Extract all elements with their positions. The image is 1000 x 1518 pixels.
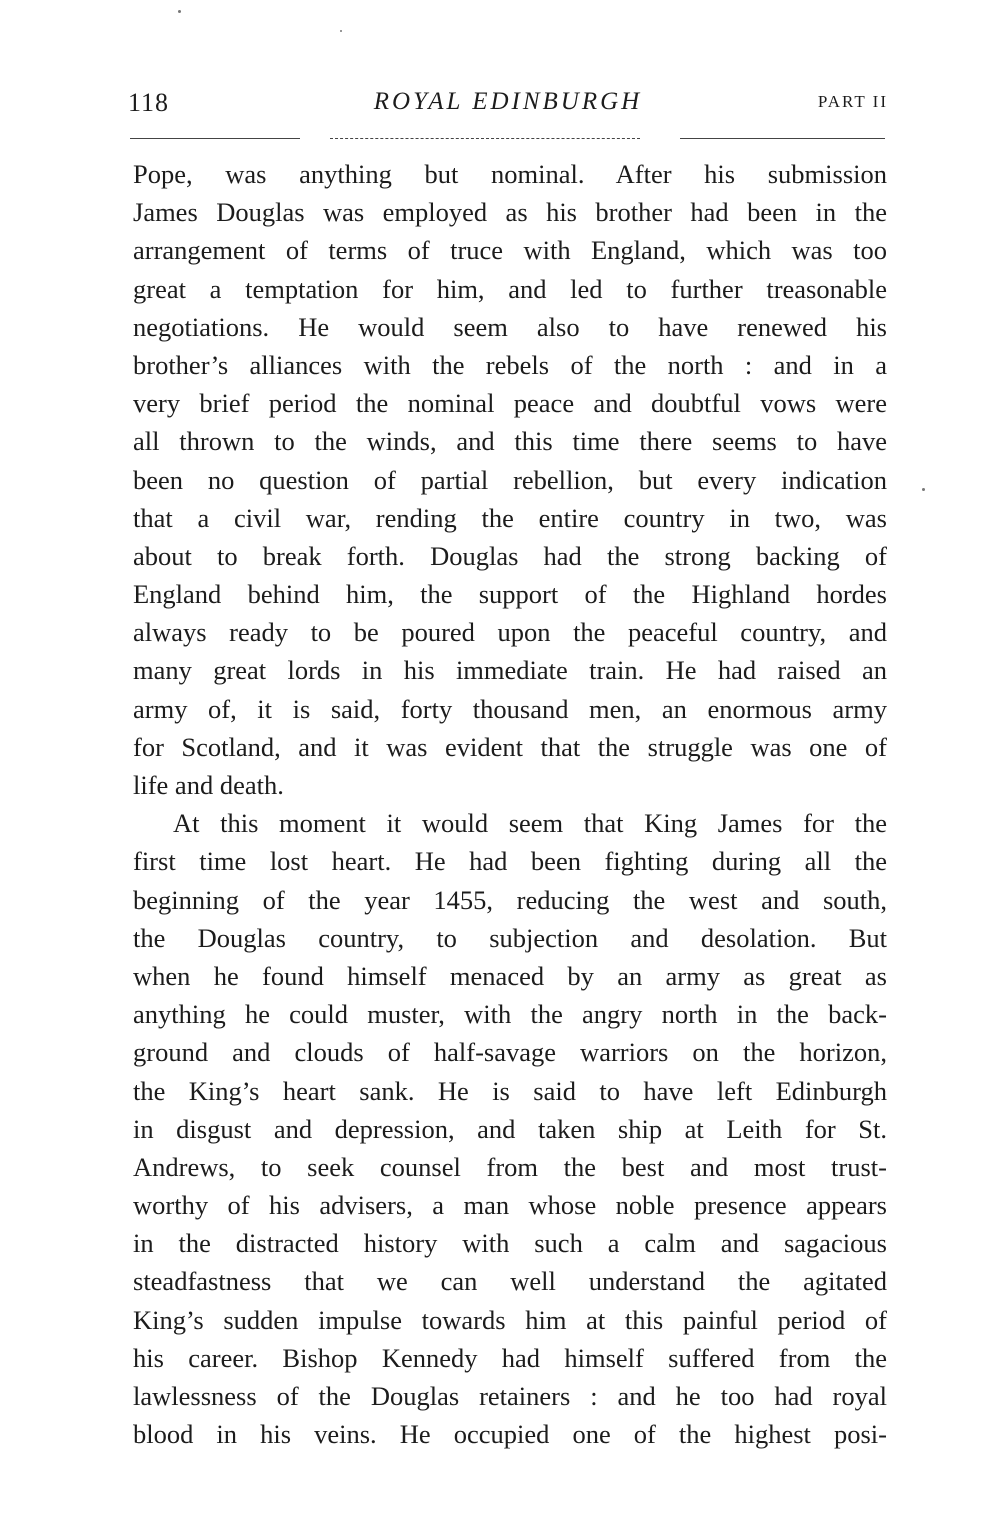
text-line: first time lost heart. He had been fighting during all the xyxy=(133,846,887,877)
page-number: 118 xyxy=(128,88,170,117)
text-line: all thrown to the winds, and this time there seems to have xyxy=(133,426,887,457)
text-line: in disgust and depression, and taken ship at Leith for St. xyxy=(133,1113,887,1144)
text-line: for Scotland, and it was evident that the struggle was one of xyxy=(133,731,887,762)
text-line: beginning of the year 1455, reducing the west and south, xyxy=(133,884,887,915)
text-line: when he found himself menaced by an army as great as xyxy=(133,960,887,991)
scan-speck xyxy=(340,30,342,32)
part-label: PART II xyxy=(817,92,888,111)
text-line: blood in his veins. He occupied one of the highest posi- xyxy=(133,1419,887,1450)
running-head xyxy=(128,88,888,128)
scan-speck xyxy=(178,10,181,13)
text-line: worthy of his advisers, a man whose noble presence appears xyxy=(133,1190,887,1221)
text-line: lawlessness of the Douglas retainers : and he too had royal xyxy=(133,1381,887,1411)
text-line: the Douglas country, to subjection and desolation. But xyxy=(133,922,887,953)
text-line: At this moment it would seem that King James for the xyxy=(173,808,887,839)
text-line: the King’s heart sank. He is said to have left Edinburgh xyxy=(133,1075,887,1106)
text-line: that a civil war, rending the entire country in two, was xyxy=(133,502,887,533)
body-text xyxy=(133,155,887,1453)
text-line: ground and clouds of half-savage warriors on the horizon, xyxy=(133,1037,887,1068)
text-line: about to break forth. Douglas had the strong backing of xyxy=(133,540,887,571)
text-line: great a temptation for him, and led to further treasonable xyxy=(133,273,887,304)
text-line: King’s sudden impulse towards him at this painful period of xyxy=(133,1304,887,1335)
text-line: in the distracted history with such a calm and sagacious xyxy=(133,1228,887,1259)
text-line: always ready to be poured upon the peaceful country, and xyxy=(133,617,887,648)
text-line: brother’s alliances with the rebels of the north : and in a xyxy=(133,349,887,380)
text-line: Pope, was anything but nominal. After his submission xyxy=(133,159,887,189)
text-line: Andrews, to seek counsel from the best and most trust- xyxy=(133,1151,887,1182)
text-line: steadfastness that we can well understand the agitated xyxy=(133,1266,887,1297)
text-line: England behind him, the support of the Highland hordes xyxy=(133,579,887,610)
text-line: his career. Bishop Kennedy had himself suffered from the xyxy=(133,1342,887,1373)
header-rule-left xyxy=(130,138,300,139)
text-line: very brief period the nominal peace and doubtful vows were xyxy=(133,388,887,419)
running-title: ROYAL EDINBURGH xyxy=(373,88,643,115)
text-line: many great lords in his immediate train. He had raised an xyxy=(133,655,887,686)
header-rule-middle xyxy=(330,138,640,139)
text-line: arrangement of terms of truce with England, which was too xyxy=(133,235,887,266)
header-rule-right xyxy=(680,138,885,139)
text-line: anything he could muster, with the angry north in the back- xyxy=(133,999,887,1030)
text-line: James Douglas was employed as his brother had been in the xyxy=(133,197,887,228)
text-line: negotiations. He would seem also to have renewed his xyxy=(133,311,887,342)
text-line: life and death. xyxy=(133,770,284,800)
text-line: been no question of partial rebellion, but every indication xyxy=(133,464,887,495)
text-line: army of, it is said, forty thousand men, an enormous army xyxy=(133,693,887,724)
scan-speck xyxy=(922,488,925,491)
